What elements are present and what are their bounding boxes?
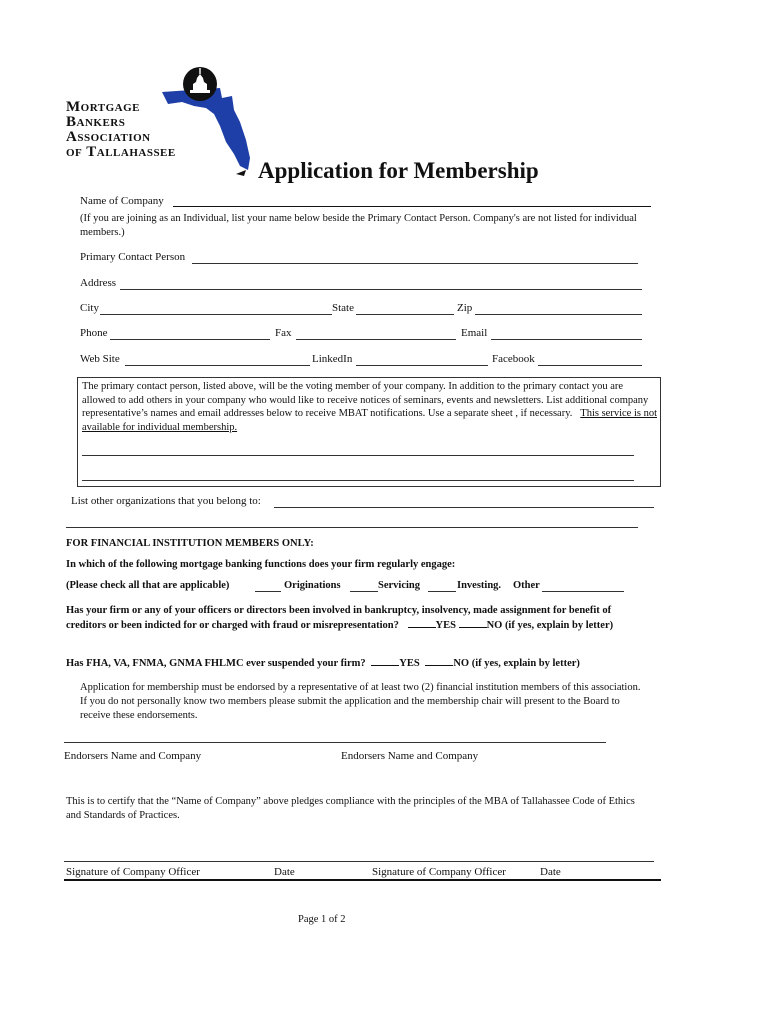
endorser-label-1: Endorsers Name and Company	[64, 750, 202, 762]
fha-no-check[interactable]	[425, 656, 453, 666]
officer-signature-label-2: Signature of Company Officer	[372, 866, 506, 878]
zip-label: Zip	[457, 302, 473, 314]
logo-text	[66, 100, 176, 160]
website-label: Web Site	[80, 353, 120, 365]
contact-notice-text	[82, 380, 658, 434]
bankruptcy-no-check[interactable]	[459, 618, 487, 628]
officer-signature-label-1: Signature of Company Officer	[66, 866, 200, 878]
facebook-field[interactable]	[538, 365, 642, 366]
individual-service-note: This service is not available for individual membership.	[82, 408, 657, 433]
endorser-signature-line[interactable]	[64, 742, 606, 743]
company-label: Name of Company	[80, 195, 164, 207]
fha-question	[66, 656, 580, 669]
primary-contact-label: Primary Contact Person	[80, 251, 186, 263]
other-orgs-field-2[interactable]	[66, 527, 638, 528]
bankruptcy-question-text: Has your firm or any of your officers or directors been involved in bankruptcy, insolvency, made assignment for benefit of creditors or been indicted for or charged with fraud or misrepresentation?	[66, 605, 612, 631]
email-field[interactable]	[491, 339, 642, 340]
website-field[interactable]	[125, 365, 310, 366]
fax-field[interactable]	[296, 339, 456, 340]
facebook-label: Facebook	[492, 353, 535, 365]
originations-label: Originations	[284, 580, 341, 591]
bankruptcy-no-label: NO (if yes, explain by letter)	[486, 620, 614, 631]
endorsement-text: Application for membership must be endorsed by a representative of at least two (2) financial institution members of this association. If you do not personally know two members please submit the application and the membership chair will present to the Board to receive these endorsements.	[80, 682, 641, 721]
fha-no-label: NO (if yes, explain by letter)	[453, 658, 580, 669]
fha-question-text: Has FHA, VA, FNMA, GNMA FHLMC ever suspended your firm?	[66, 658, 366, 669]
bankruptcy-yes-label: YES	[435, 620, 456, 631]
linkedin-field[interactable]	[356, 365, 488, 366]
financial-heading: FOR FINANCIAL INSTITUTION MEMBERS ONLY:	[66, 538, 314, 549]
endorser-label-2: Endorsers Name and Company	[341, 750, 479, 762]
company-field[interactable]	[173, 206, 651, 207]
contact-notice-body: The primary contact person, listed above, will be the voting member of your company. In addition to the primary contact you are allowed to add others in your company who would like to receive notices of seminars, events and newsletters. List additional company representative’s names and email addresses below to receive MBAT notifications. Use a separate sheet , if necessary.	[82, 381, 649, 419]
page-number: Page 1 of 2	[298, 914, 346, 925]
investing-check[interactable]	[428, 591, 456, 592]
signature-rule	[64, 879, 661, 881]
bankruptcy-question	[66, 604, 646, 633]
city-label: City	[80, 302, 99, 314]
representative-line-2[interactable]	[82, 480, 634, 481]
certify-text: This is to certify that the “Name of Company” above pledges compliance with the principles of the MBA of Tallahassee Code of Ethics and Standards of Practices.	[66, 796, 635, 821]
primary-contact-field[interactable]	[192, 263, 638, 264]
state-label: State	[332, 302, 354, 314]
phone-field[interactable]	[110, 339, 270, 340]
address-label: Address	[80, 277, 117, 289]
linkedin-label: LinkedIn	[312, 353, 353, 365]
other-field[interactable]	[542, 591, 624, 592]
email-label: Email	[461, 327, 488, 339]
date-label-1: Date	[274, 866, 295, 878]
date-label-2: Date	[540, 866, 561, 878]
signature-line-top[interactable]	[64, 861, 654, 862]
originations-check[interactable]	[255, 591, 281, 592]
fha-yes-label: YES	[399, 658, 420, 669]
fax-label: Fax	[275, 327, 292, 339]
functions-question: In which of the following mortgage banking functions does your firm regularly engage:	[66, 559, 456, 570]
representative-line-1[interactable]	[82, 455, 634, 456]
state-field[interactable]	[356, 314, 454, 315]
investing-label: Investing.	[457, 580, 502, 591]
bankruptcy-yes-check[interactable]	[408, 618, 436, 628]
servicing-check[interactable]	[350, 591, 378, 592]
logo-line-3: Association	[66, 129, 151, 145]
address-field[interactable]	[120, 289, 642, 290]
page-title: Application for Membership	[258, 158, 539, 183]
logo-line-2: Bankers	[66, 114, 126, 130]
other-label: Other	[513, 580, 540, 591]
other-orgs-field[interactable]	[274, 507, 654, 508]
fha-yes-check[interactable]	[371, 656, 399, 666]
other-orgs-label: List other organizations that you belong to:	[71, 495, 261, 507]
servicing-label: Servicing	[378, 580, 420, 591]
individual-note: (If you are joining as an Individual, list your name below beside the Primary Contact Person. Company's are not listed for individual members.)	[80, 213, 637, 238]
logo-line-1: Mortgage	[66, 99, 141, 115]
check-label: (Please check all that are applicable)	[66, 580, 230, 591]
zip-field[interactable]	[475, 314, 642, 315]
city-field[interactable]	[100, 314, 332, 315]
logo-line-4: of Tallahassee	[66, 144, 176, 160]
contact-notice-box	[77, 377, 661, 487]
phone-label: Phone	[80, 327, 108, 339]
